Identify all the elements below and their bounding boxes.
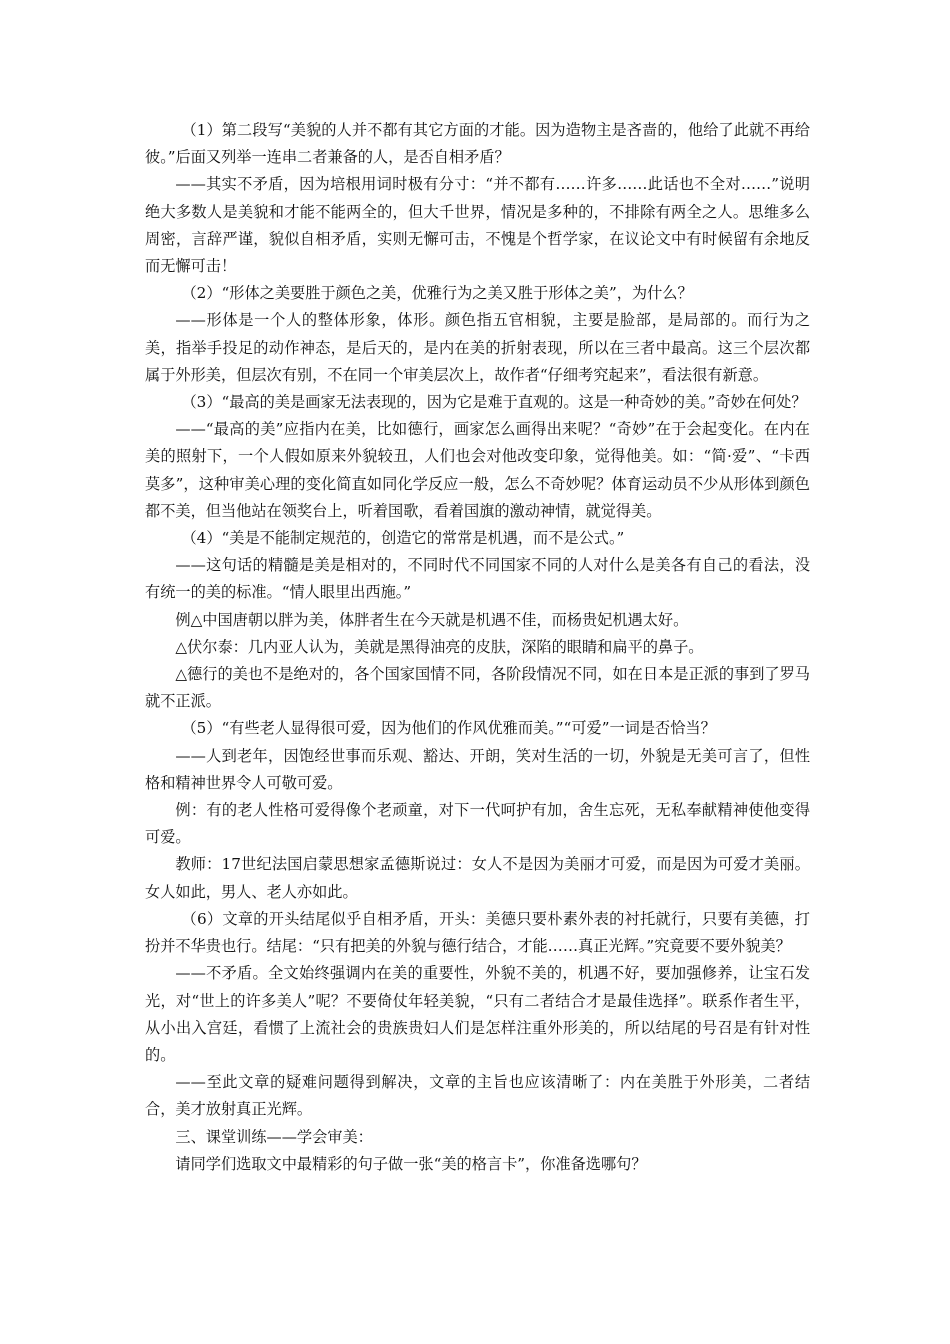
question-2: （2）“形体之美要胜于颜色之美，优雅行为之美又胜于形体之美”，为什么？	[181, 284, 693, 303]
answer-4: ——这句话的精髓是美是相对的，不同时代不同国家不同的人对什么是美各有自己的看法，没有统一的美的标准。“情人眼里出西施。”	[145, 556, 810, 602]
section-heading-classroom-training: 三、课堂训练——学会审美：	[175, 1127, 373, 1146]
answer-2: ——形体是一个人的整体形象，体形。颜色指五官相貌，主要是脸部，是局部的。而行为之美，指举手投足的动作神态，是后天的，是内在美的折射表现，所以在三者中最高。这三个层次都属于外形美，但层次有别，不在同一个审美层次上，故作者“仔细考究起来”，看法很有新意。	[145, 311, 810, 384]
answer-1: ——其实不矛盾，因为培根用词时极有分寸：“并不都有……许多……此话也不全对……”说明绝大多数人是美貌和才能不能两全的，但大千世界，情况是多种的，不排除有两全之人。思维多么周密，言辞严谨，貌似自相矛盾，实则无懈可击，不愧是个哲学家，在议论文中有时候留有余地反而无懈可击！	[145, 175, 810, 276]
question-3: （3）“最高的美是画家无法表现的，因为它是难于直观的。这是一种奇妙的美。”奇妙在何处？	[181, 393, 807, 412]
example-tang-dynasty: 例△中国唐朝以胖为美，体胖者生在今天就是机遇不佳，而杨贵妃机遇太好。	[175, 610, 689, 629]
example-old-people: 例：有的老人性格可爱得像个老顽童，对下一代呵护有加，舍生忘死，无私奉献精神使他变得可爱。	[145, 801, 810, 847]
question-1: （1）第二段写“美貌的人并不都有其它方面的才能。因为造物主是吝啬的，他给了此就不再给彼。”后面又列举一连串二者兼备的人，是否自相矛盾？	[145, 121, 810, 167]
example-virtue: △德行的美也不是绝对的，各个国家国情不同，各阶段情况不同，如在日本是正派的事到了罗马就不正派。	[145, 665, 810, 711]
question-5: （5）“有些老人显得很可爱，因为他们的作风优雅而美。”“可爱”一词是否恰当？	[181, 719, 716, 738]
example-voltaire: △伏尔泰：几内亚人认为，美就是黑得油亮的皮肤，深陷的眼睛和扁平的鼻子。	[175, 637, 704, 656]
question-6: （6）文章的开头结尾似乎自相矛盾，开头：美德只要朴素外表的衬托就行，只要有美德，打扮并不华贵也行。结尾：“只有把美的外貌与德行结合，才能……真正光辉。”究竟要不要外貌美？	[145, 909, 810, 956]
question-4: （4）“美是不能制定规范的，创造它的常常是机遇，而不是公式。”	[181, 529, 625, 548]
summary-paragraph: ——至此文章的疑难问题得到解决，文章的主旨也应该清晰了：内在美胜于外形美，二者结合，美才放射真正光辉。	[145, 1073, 810, 1119]
document-body	[145, 117, 810, 1178]
answer-6: ——不矛盾。全文始终强调内在美的重要性，外貌不美的，机遇不好，要加强修养，让宝石发光，对“世上的许多美人”呢？不要倚仗年轻美貌，“只有二者结合才是最佳选择”。联系作者生平，从小出入宫廷，看惯了上流社会的贵族贵妇人们是怎样注重外形美的，所以结尾的号召是有针对性的。	[145, 964, 810, 1064]
answer-3: ——“最高的美”应指内在美，比如德行，画家怎么画得出来呢？“奇妙”在于会起变化。在内在美的照射下，一个人假如原来外貌较丑，人们也会对他改变印象，觉得他美。如：“简·爱”、“卡西莫多”，这种审美心理的变化简直如同化学反应一般，怎么不奇妙呢？体育运动员不少从形体到颜色都不美，但当他站在领奖台上，听着国歌，看着国旗的激动神情，就觉得美。	[145, 420, 810, 520]
answer-5: ——人到老年，因饱经世事而乐观、豁达、开朗，笑对生活的一切，外貌是无美可言了，但性格和精神世界令人可敬可爱。	[145, 746, 810, 792]
teacher-note: 教师：17世纪法国启蒙思想家孟德斯说过：女人不是因为美丽才可爱，而是因为可爱才美丽。女人如此，男人、老人亦如此。	[145, 855, 810, 901]
task-instruction: 请同学们选取文中最精彩的句子做一张“美的格言卡”，你准备选哪句？	[175, 1154, 647, 1173]
